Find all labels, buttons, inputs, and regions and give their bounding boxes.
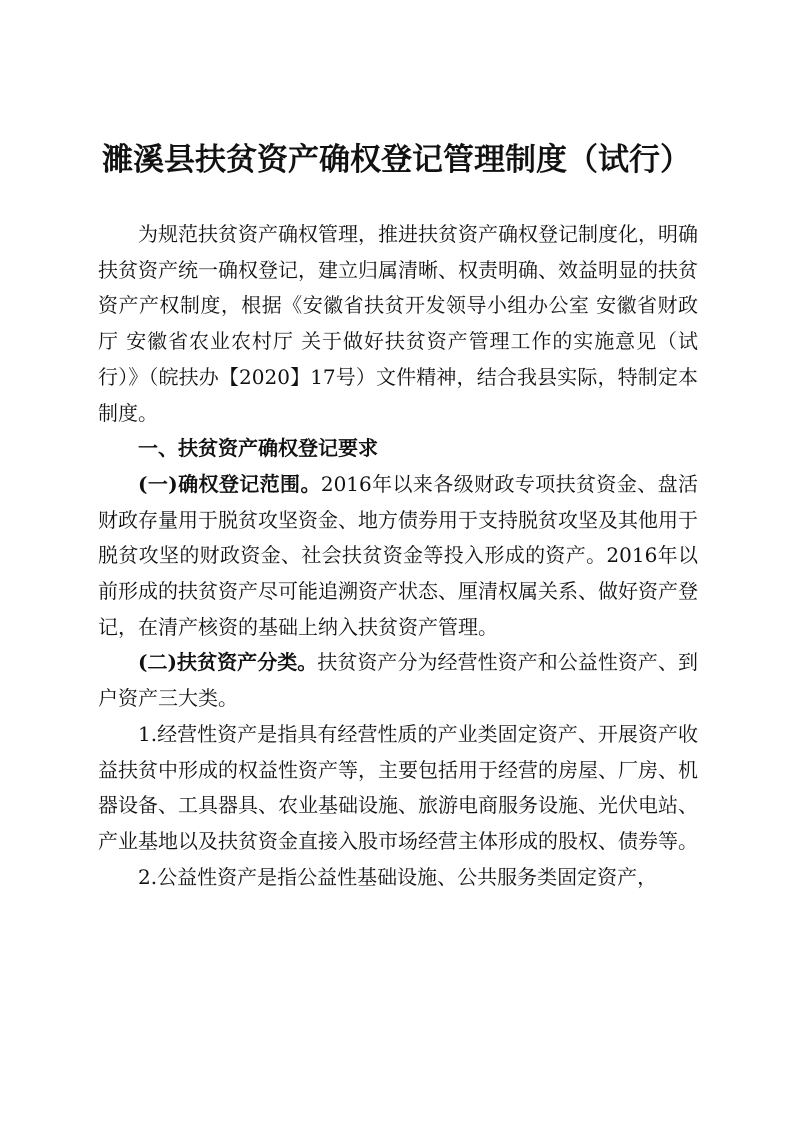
item-2-lead: (二)扶贫资产分类。 — [138, 650, 318, 675]
operating-assets-paragraph: 1.经营性资产是指具有经营性质的产业类固定资产、开展资产收益扶贫中形成的权益性资产等，主要包括用于经营的房屋、厂房、机器设备、工具器具、农业基础设施、旅游电商服务设施、光伏电站、产业基地以及扶贫资金直接入股市场经营主体形成的股权、债券等。 — [98, 721, 698, 853]
item-2-paragraph — [98, 645, 698, 716]
item-1-paragraph — [98, 467, 698, 646]
intro-paragraph: 为规范扶贫资产确权管理，推进扶贫资产确权登记制度化，明确扶贫资产统一确权登记，建立归属清晰、权责明确、效益明显的扶贫资产产权制度，根据《安徽省扶贫开发领导小组办公室 安徽省财政厅 安徽省农业农村厅 关于做好扶贫资产管理工作的实施意见（试行）》（皖扶办【2020】17号）文件精神，结合我县实际，特制定本制度。 — [98, 222, 698, 425]
section-heading-1: 一、扶贫资产确权登记要求 — [138, 436, 378, 461]
item-1-lead: (一)确权登记范围。 — [138, 471, 321, 496]
document-title: 濉溪县扶贫资产确权登记管理制度（试行） — [102, 142, 691, 178]
document-body — [98, 217, 698, 895]
item-1-text: 2016年以来各级财政专项扶贫资金、盘活财政存量用于脱贫攻坚资金、地方债券用于支持脱贫攻坚及其他用于脱贫攻坚的财政资金、社会扶贫资金等投入形成的资产。2016年以前形成的扶贫资产尽可能追溯资产状态、厘清权属关系、做好资产登记，在清产核资的基础上纳入扶贫资产管理。 — [98, 471, 698, 639]
item-2-text: 扶贫资产分为经营性资产和公益性资产、到户资产三大类。 — [98, 650, 698, 711]
public-assets-paragraph: 2.公益性资产是指公益性基础设施、公共服务类固定资产， — [138, 864, 658, 889]
